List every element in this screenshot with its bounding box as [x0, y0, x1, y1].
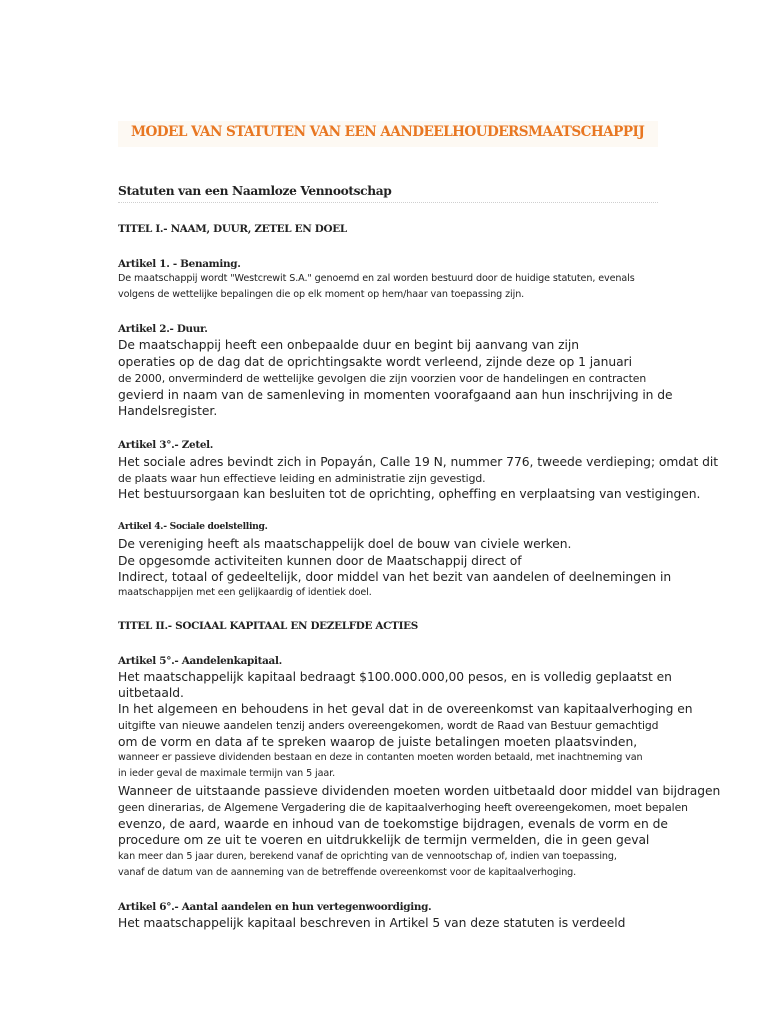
- article-4-heading: Artikel 4.- Sociale doelstelling.: [118, 521, 268, 532]
- article-5-line: in ieder geval de maximale termijn van 5 jaar.: [118, 768, 336, 779]
- article-2-line: gevierd in naam van de samenleving in momenten voorafgaand aan hun inschrijving in de: [118, 388, 673, 402]
- article-1-line: volgens de wettelijke bepalingen die op elk moment op hem/haar van toepassing zijn.: [118, 289, 525, 300]
- article-6-heading: Artikel 6°.- Aantal aandelen en hun vertegenwoordiging.: [118, 901, 432, 913]
- article-5-line: uitbetaald.: [118, 686, 184, 700]
- article-4-line: De vereniging heeft als maatschappelijk doel de bouw van civiele werken.: [118, 537, 572, 551]
- article-1-line: De maatschappij wordt "Westcrewit S.A." genoemd en zal worden bestuurd door de huidige statuten, evenals: [118, 273, 635, 284]
- article-2-line: Handelsregister.: [118, 404, 218, 418]
- article-5-line: om de vorm en data af te spreken waarop de juiste betalingen moeten plaatsvinden,: [118, 735, 638, 749]
- document-subtitle: Statuten van een Naamloze Vennootschap: [118, 184, 392, 198]
- article-3-heading: Artikel 3°.- Zetel.: [118, 439, 214, 451]
- article-2-line: De maatschappij heeft een onbepaalde duur en begint bij aanvang van zijn: [118, 338, 579, 352]
- article-5-line: vanaf de datum van de aanneming van de betreffende overeenkomst voor de kapitaalverhoging.: [118, 867, 577, 878]
- article-5-line: wanneer er passieve dividenden bestaan en deze in contanten moeten worden betaald, met inachtneming van: [118, 752, 643, 763]
- article-5-line: Wanneer de uitstaande passieve dividenden moeten worden uitbetaald door middel van bijdragen: [118, 784, 721, 798]
- article-2-heading: Artikel 2.- Duur.: [118, 323, 208, 335]
- subtitle-divider: [118, 202, 658, 203]
- article-5-line: kan meer dan 5 jaar duren, berekend vanaf de oprichting van de vennootschap of, indien van toepassing,: [118, 851, 617, 862]
- article-4-line: Indirect, totaal of gedeeltelijk, door middel van het bezit van aandelen of deelnemingen in: [118, 570, 672, 584]
- section-heading-titel-2: TITEL II.- SOCIAAL KAPITAAL EN DEZELFDE ACTIES: [118, 620, 418, 632]
- article-5-line: evenzo, de aard, waarde en inhoud van de toekomstige bijdragen, evenals de vorm en de: [118, 817, 668, 831]
- article-4-line: maatschappijen met een gelijkaardig of identiek doel.: [118, 587, 372, 598]
- section-heading-titel-1: TITEL I.- NAAM, DUUR, ZETEL EN DOEL: [118, 223, 347, 235]
- article-5-line: procedure om ze uit te voeren en uitdrukkelijk de termijn vermelden, die in geen geval: [118, 833, 650, 847]
- article-5-line: Het maatschappelijk kapitaal bedraagt $100.000.000,00 pesos, en is volledig geplaatst en: [118, 670, 672, 684]
- document-title: MODEL VAN STATUTEN VAN EEN AANDEELHOUDERSMAATSCHAPPIJ: [131, 124, 645, 140]
- article-5-line: In het algemeen en behoudens in het geval dat in de overeenkomst van kapitaalverhoging en: [118, 702, 693, 716]
- article-6-line: Het maatschappelijk kapitaal beschreven in Artikel 5 van deze statuten is verdeeld: [118, 916, 626, 930]
- article-3-line: Het bestuursorgaan kan besluiten tot de oprichting, opheffing en verplaatsing van vestigingen.: [118, 487, 701, 501]
- article-2-line: operaties op de dag dat de oprichtingsakte wordt verleend, zijnde deze op 1 januari: [118, 355, 632, 369]
- article-2-line: de 2000, onverminderd de wettelijke gevolgen die zijn voorzien voor de handelingen en contracten: [118, 372, 647, 385]
- article-1-heading: Artikel 1. - Benaming.: [118, 258, 241, 270]
- article-5-line: geen dinerarias, de Algemene Vergadering die de kapitaalverhoging heeft overeengekomen, moet bepalen: [118, 801, 688, 814]
- article-3-line: de plaats waar hun effectieve leiding en administratie zijn gevestigd.: [118, 472, 486, 485]
- article-5-line: uitgifte van nieuwe aandelen tenzij anders overeengekomen, wordt de Raad van Bestuur gemachtigd: [118, 719, 659, 732]
- article-5-heading: Artikel 5°.- Aandelenkapitaal.: [118, 655, 282, 667]
- article-4-line: De opgesomde activiteiten kunnen door de Maatschappij direct of: [118, 554, 522, 568]
- article-3-line: Het sociale adres bevindt zich in Popayán, Calle 19 N, nummer 776, tweede verdieping; omdat dit: [118, 455, 719, 469]
